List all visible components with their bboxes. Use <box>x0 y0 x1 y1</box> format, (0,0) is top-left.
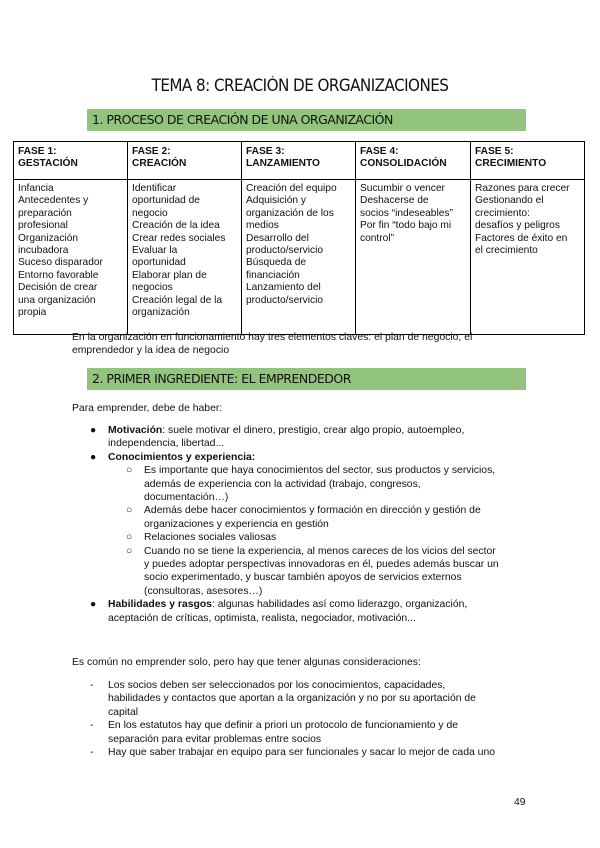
sub-list-item: ○ Relaciones sociales valiosas <box>126 532 277 544</box>
table-row <box>14 180 585 335</box>
section-heading-1-text: 1. PROCESO DE CREACIÓN DE UNA ORGANIZACIÓN <box>92 112 393 127</box>
table-header-cell: FASE 1: GESTACIÓN <box>14 142 128 180</box>
requirements-list <box>90 424 530 625</box>
dash-bullet-icon: - <box>90 747 94 759</box>
partners-list <box>90 679 530 759</box>
list-item: ● Conocimientos y experiencia: <box>90 451 256 463</box>
note-paragraph: En la organización en funcionamiento hay tres elementos claves: el plan de negocio, el emprendedor y la idea de negocio <box>72 332 473 357</box>
table-cell: Razones para crecer Gestionando el crecimiento: desafíos y peligros Factores de éxito en el crecimiento <box>471 180 585 335</box>
sub-list-item: ○ Además debe hacer conocimientos y formación en dirección y gestión de organizaciones y experiencia en gestión <box>126 505 481 530</box>
section-heading-1 <box>87 109 526 131</box>
page-number: 49 <box>514 797 526 808</box>
bullet-icon: ● <box>90 451 97 463</box>
dash-bullet-icon: - <box>90 680 94 691</box>
list-item: - Los socios deben ser seleccionados por los conocimientos, capacidades, habilidades y contactos que aportan a la organización y no por su aportación de capital <box>90 680 476 718</box>
table-cell: Sucumbir o vencer Deshacerse de socios “indeseables” Por fin “todo bajo mi control” <box>356 180 471 335</box>
bullet-icon: ● <box>90 599 97 611</box>
phases-table <box>13 141 585 335</box>
sub-list-item: ○ Cuando no se tiene la experiencia, al menos careces de los vicios del sector y puedes adoptar perspectivas innovadoras en él, puedes además buscar un socio experimentado, y buscar también apoyos de servicios externos (consultoras, asesores…) <box>126 545 499 597</box>
table-cell: Identificar oportunidad de negocio Creación de la idea Crear redes sociales Evaluar la oportunidad Elaborar plan de negocios Creación legal de la organización <box>128 180 242 335</box>
table-header-row <box>14 142 585 180</box>
circle-bullet-icon: ○ <box>126 505 133 517</box>
partners-intro: Es común no emprender solo, pero hay que tener algunas consideraciones: <box>72 657 421 668</box>
list-item: - En los estatutos hay que definir a priori un protocolo de funcionamiento y de separación para evitar problemas entre socios <box>90 720 459 745</box>
circle-bullet-icon: ○ <box>126 532 133 544</box>
list-item: ● Motivación: suele motivar el dinero, prestigio, crear algo propio, autoempleo, independencia, libertad... <box>90 425 465 450</box>
table-header-cell: FASE 5: CRECIMIENTO <box>471 142 585 180</box>
circle-bullet-icon: ○ <box>126 545 133 557</box>
table-cell: Creación del equipo Adquisición y organización de los medios Desarrollo del producto/servicio Búsqueda de financiación Lanzamiento del producto/servicio <box>242 180 356 335</box>
section-heading-2-text: 2. PRIMER INGREDIENTE: EL EMPRENDEDOR <box>92 371 351 386</box>
sub-list-item: ○ Es importante que haya conocimientos del sector, sus productos y servicios, además de experiencia con la actividad (trabajo, congresos, documentación…) <box>126 465 496 504</box>
dash-bullet-icon: - <box>90 720 94 732</box>
intro-text: Para emprender, debe de haber: <box>72 403 223 414</box>
table-header-cell: FASE 4: CONSOLIDACIÓN <box>356 142 471 180</box>
table-cell: Infancia Antecedentes y preparación profesional Organización incubadora Suceso disparador Entorno favorable Decisión de crear una organización propia <box>14 180 128 335</box>
bullet-icon: ● <box>90 425 97 436</box>
table-header-cell: FASE 2: CREACIÓN <box>128 142 242 180</box>
section-heading-2 <box>87 368 526 390</box>
circle-bullet-icon: ○ <box>126 465 133 477</box>
list-item: - Hay que saber trabajar en equipo para ser funcionales y sacar lo mejor de cada uno <box>90 747 495 759</box>
list-item: ● Habilidades y rasgos: algunas habilidades así como liderazgo, organización, aceptación de críticas, optimista, realista, negociador, motivación... <box>90 599 468 624</box>
page-title: TEMA 8: CREACIÓN DE ORGANIZACIONES <box>151 76 449 95</box>
table-header-cell: FASE 3: LANZAMIENTO <box>242 142 356 180</box>
